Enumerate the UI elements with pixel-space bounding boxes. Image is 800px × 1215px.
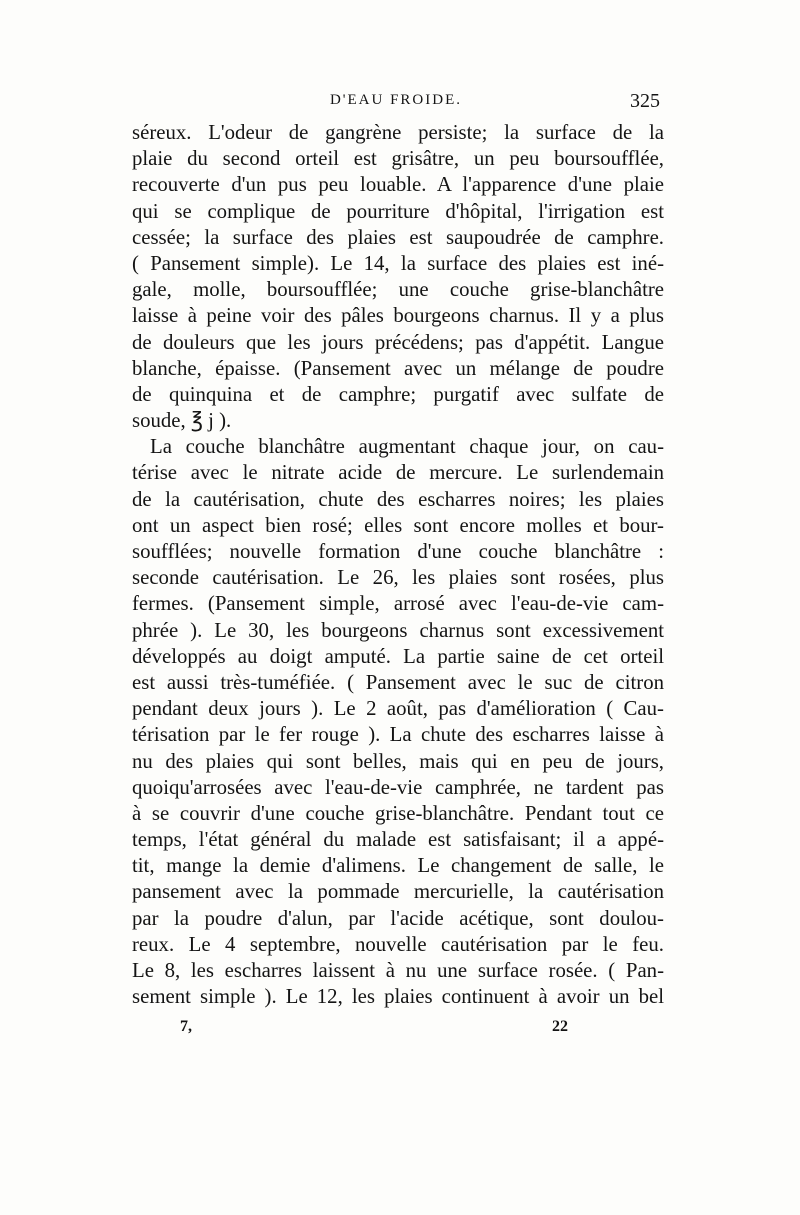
gathering-mark: 22 [552,1018,568,1035]
text-line: reux. Le 4 septembre, nouvelle cautérisation par le feu. [132,932,664,956]
text-line: développés au doigt amputé. La partie saine de cet orteil [132,644,664,668]
text-line: blanche, épaisse. (Pansement avec un mélange de poudre [132,356,664,380]
text-line: phrée ). Le 30, les bourgeons charnus sont excessivement [132,618,664,642]
page-number: 325 [630,90,660,112]
text-line: qui se complique de pourriture d'hôpital, l'irrigation est [132,199,664,223]
text-line: de douleurs que les jours précédens; pas d'appétit. Langue [132,330,664,354]
text-line: pansement avec la pommade mercurielle, la cautérisation [132,880,664,904]
text-line: térise avec le nitrate acide de mercure. Le surlendemain [132,461,664,485]
text-line: laisse à peine voir des pâles bourgeons charnus. Il y a plus [132,304,664,328]
text-line: recouverte d'un pus peu louable. A l'apparence d'une plaie [132,173,664,197]
body-text [132,120,664,1010]
running-title: D'EAU FROIDE. [329,92,463,108]
text-line: séreux. L'odeur de gangrène persiste; la surface de la [132,121,664,144]
text-line: par la poudre d'alun, par l'acide acétique, sont doulou- [132,906,664,930]
text-line: fermes. (Pansement simple, arrosé avec l'eau-de-vie cam- [132,592,664,616]
text-line: sement simple ). Le 12, les plaies continuent à avoir un bel [132,985,664,1009]
text-line: gale, molle, boursoufflée; une couche grise-blanchâtre [132,278,664,302]
text-line: nu des plaies qui sont belles, mais qui en peu de jours, [132,749,664,773]
signature-mark: 7, [180,1018,192,1035]
text-line: Le 8, les escharres laissent à nu une surface rosée. ( Pan- [132,959,664,982]
text-line: de la cautérisation, chute des escharres noires; les plaies [132,487,664,511]
text-line: plaie du second orteil est grisâtre, un peu boursoufflée, [132,147,664,171]
text-line: ont un aspect bien rosé; elles sont encore molles et bour- [132,513,664,537]
paragraph-end-line: soude, ℥ j ). [132,409,232,433]
page-footer [132,1018,664,1042]
text-line: soufflées; nouvelle formation d'une couche blanchâtre : [132,540,664,563]
text-line: à se couvrir d'une couche grise-blanchâtre. Pendant tout ce [132,801,664,825]
text-line: tit, mange la demie d'alimens. Le changement de salle, le [132,854,664,878]
text-line: seconde cautérisation. Le 26, les plaies sont rosées, plus [132,566,664,590]
text-line: ( Pansement simple). Le 14, la surface des plaies est iné- [132,251,664,275]
text-line: temps, l'état général du malade est satisfaisant; il a appé- [132,828,664,852]
text-line: cessée; la surface des plaies est saupoudrée de camphre. [132,225,664,249]
text-line: térisation par le fer rouge ). La chute des escharres laisse à [132,723,664,747]
running-head [132,92,660,122]
text-line: quoiqu'arrosées avec l'eau-de-vie camphrée, ne tardent pas [132,775,664,799]
text-line: de quinquina et de camphre; purgatif avec sulfate de [132,382,664,406]
text-line: est aussi très-tuméfiée. ( Pansement avec le suc de citron [132,670,664,694]
text-line: pendant deux jours ). Le 2 août, pas d'amélioration ( Cau- [132,697,664,721]
text-line: La couche blanchâtre augmentant chaque jour, on cau- [150,435,664,459]
